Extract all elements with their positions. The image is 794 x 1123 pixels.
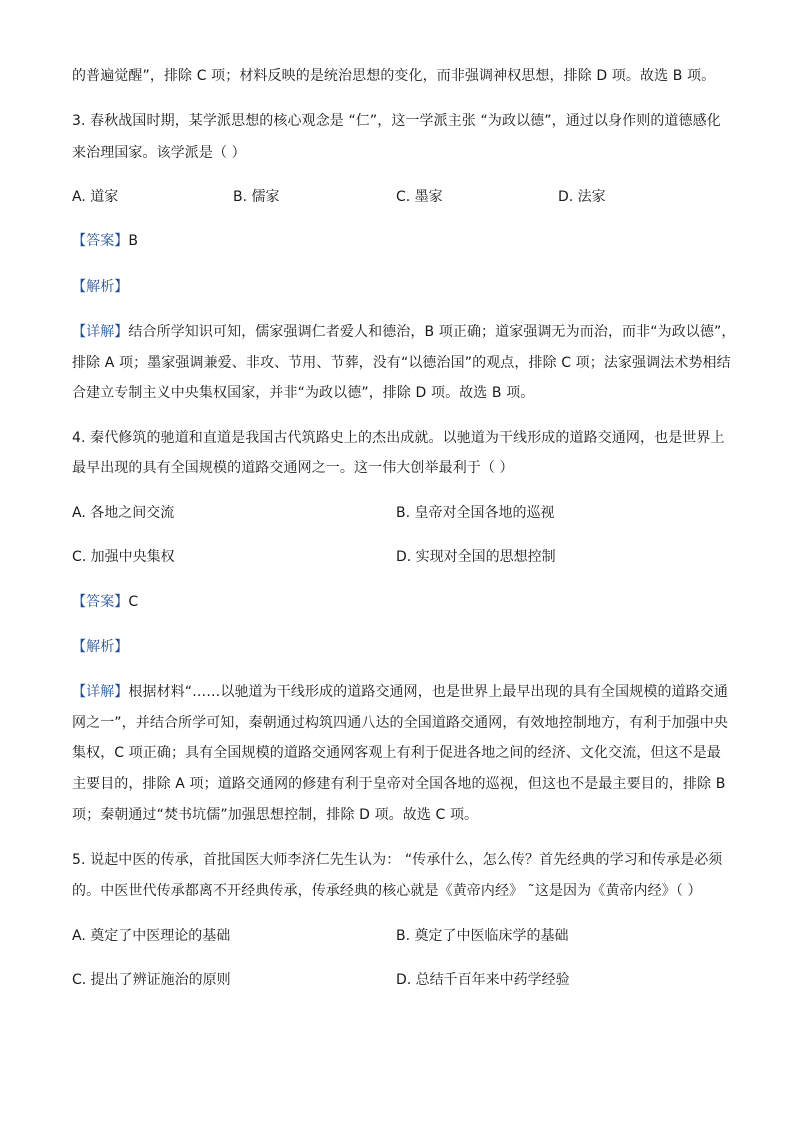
detail-tag: 【详解】 [72,324,129,340]
q4-detail-line1 [72,682,728,702]
q4-option-c: C. 加强中央集权 [72,549,175,565]
q4-detail-line3: 集权，C 项正确；具有全国规模的道路交通网客观上有利于促进各地之间的经济、文化交流，但这不是最 [72,745,721,761]
q3-detail-line1 [72,322,735,342]
q5-option-b: B. 奠定了中医临床学的基础 [396,928,569,944]
q4-answer [72,592,138,612]
q3-stem-line1: 3. 春秋战国时期，某学派思想的核心观念是 “仁”，这一学派主张 “为政以德”，通过以身作则的道德感化 [72,113,721,129]
detail-text: 根据材料“……以驰道为干线形成的道路交通网，也是世界上最早出现的具有全国规模的道路交通 [128,684,728,700]
q3-detail-line3: 合建立专制主义中央集权国家，并非“为政以德”，排除 D 项。故选 B 项。 [72,385,535,401]
q5-option-c: C. 提出了辨证施治的原则 [72,972,231,988]
answer-value: C [128,594,139,610]
q5-stem-line2: 的。中医世代传承都离不开经典传承，传承经典的核心就是《黄帝内经》 ˜这是因为《黄帝内经》（ ） [72,883,702,899]
detail-text: 结合所学知识可知，儒家强调仁者爱人和德治，B 项正确；道家强调无为而治，而非“为政以德”， [128,324,736,340]
answer-tag: 【答案】 [72,233,129,249]
q4-detail-line5: 项；秦朝通过“焚书坑儒”加强思想控制，排除 D 项。故选 C 项。 [72,807,479,823]
q3-answer [72,231,138,251]
q5-stem-line1: 5. 说起中医的传承，首批国医大师李济仁先生认为： “传承什么，怎么传？首先经典的学习和传承是必须 [72,852,723,868]
q4-detail-line2: 网之一”，并结合所学可知，秦朝通过构筑四通八达的全国道路交通网，有效地控制地方，有利于加强中央 [72,715,728,731]
q4-stem-line2: 最早出现的具有全国规模的道路交通网之一。这一伟大创举最利于（ ） [72,460,514,476]
answer-tag: 【答案】 [72,594,129,610]
q4-analysis-tag: 【解析】 [72,639,129,655]
q4-option-a: A. 各地之间交流 [72,505,175,521]
q3-analysis-tag: 【解析】 [72,279,129,295]
q4-option-d: D. 实现对全国的思想控制 [396,549,556,565]
detail-tag: 【详解】 [72,684,129,700]
q3-stem-line2: 来治理国家。该学派是（ ） [72,145,246,161]
answer-value: B [128,233,139,249]
q3-option-c: C. 墨家 [396,189,443,205]
q4-option-b: B. 皇帝对全国各地的巡视 [396,505,555,521]
q3-option-b: B. 儒家 [233,189,280,205]
q5-option-d: D. 总结千百年来中药学经验 [396,972,570,988]
q5-option-a: A. 奠定了中医理论的基础 [72,928,231,944]
q3-detail-line2: 排除 A 项；墨家强调兼爱、非攻、节用、节葬，没有“以德治国”的观点，排除 C 项；法家强调法术势相结 [72,355,731,371]
q2-explanation-tail: 的普遍觉醒”，排除 C 项；材料反映的是统治思想的变化，而非强调神权思想，排除 D 项。故选 B 项。 [72,68,716,84]
q3-option-a: A. 道家 [72,189,119,205]
q3-option-d: D. 法家 [558,189,606,205]
q4-stem-line1: 4. 秦代修筑的驰道和直道是我国古代筑路史上的杰出成就。以驰道为干线形成的道路交通网，也是世界上 [72,430,725,446]
q4-detail-line4: 主要目的，排除 A 项；道路交通网的修建有利于皇帝对全国各地的巡视，但这也不是最主要目的，排除 B [72,776,726,792]
